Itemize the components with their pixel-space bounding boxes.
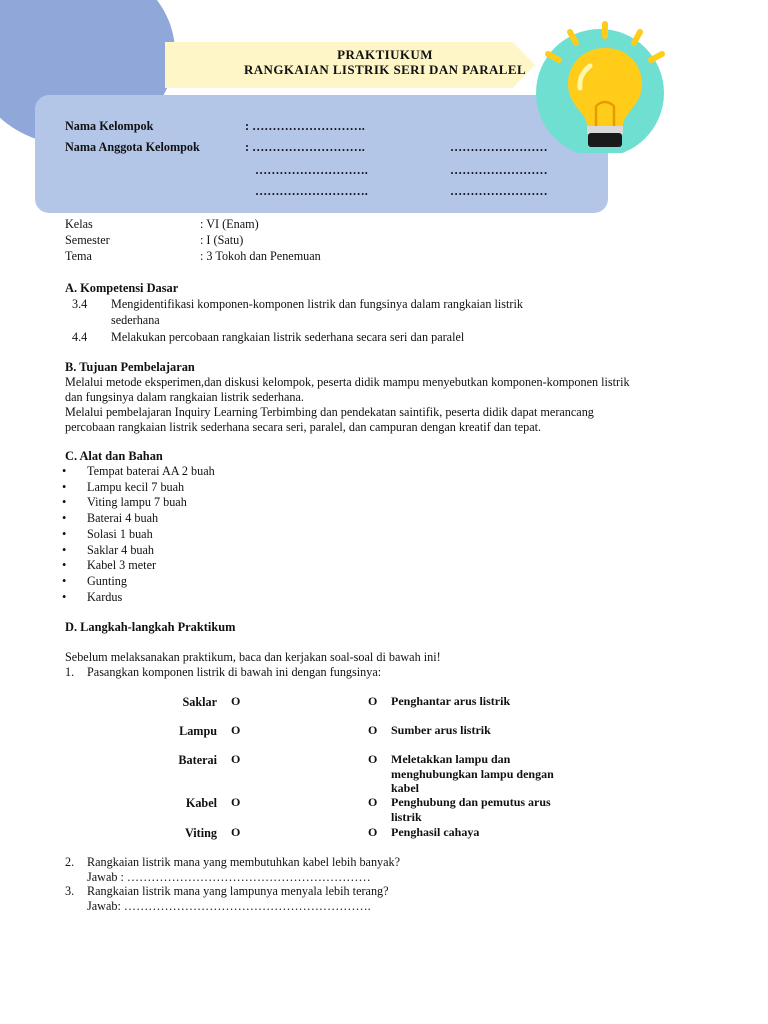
question-1-text: Pasangkan komponen listrik di bawah ini dengan fungsinya:: [87, 665, 382, 679]
definition-1: [391, 694, 591, 709]
info-semester-value: : I (Satu): [200, 233, 244, 247]
tujuan-line-3: Melalui pembelajaran Inquiry Learning Terbimbing dan pendekatan saintifik, peserta didik dapat merancang: [65, 405, 594, 419]
left-connector-3[interactable]: O: [231, 752, 241, 766]
nama-kelompok-label: Nama Kelompok: [65, 119, 154, 133]
section-d-title: D. Langkah-langkah Praktikum: [65, 620, 236, 634]
kd-text-2: Melakukan percobaan rangkaian listrik sederhana secara seri dan paralel: [111, 330, 465, 344]
question-3-text: Rangkaian listrik mana yang lampunya menyala lebih terang?: [87, 884, 389, 898]
anggota-field-5: ……………………….: [255, 184, 368, 198]
title-line-2: RANGKAIAN LISTRIK SERI DAN PARALEL: [243, 62, 527, 77]
page-title: [165, 47, 605, 77]
question-1-number: 1.: [65, 665, 75, 679]
kd-text-1a: Mengidentifikasi komponen-komponen listrik dan fungsinya dalam rangkaian listrik: [111, 297, 523, 311]
right-connector-3[interactable]: O: [368, 752, 378, 766]
left-connector-4[interactable]: O: [231, 795, 241, 809]
anggota-field-4: ……………………: [450, 163, 548, 177]
definition-4: [391, 795, 591, 824]
question-3-number: 3.: [65, 884, 75, 898]
list-item: • Saklar 4 buah: [62, 543, 215, 559]
list-item: • Baterai 4 buah: [62, 511, 215, 527]
list-item: • Kabel 3 meter: [62, 558, 215, 574]
list-item: • Lampu kecil 7 buah: [62, 480, 215, 496]
anggota-field-1: : ……………………….: [245, 140, 365, 154]
anggota-field-3: ……………………….: [255, 163, 368, 177]
right-connector-2[interactable]: O: [368, 723, 378, 737]
definition-line: kabel: [391, 781, 420, 795]
left-connector-1[interactable]: O: [231, 694, 241, 708]
right-connector-4[interactable]: O: [368, 795, 378, 809]
section-a-title: A. Kompetensi Dasar: [65, 281, 179, 295]
definition-line: Meletakkan lampu dan: [391, 752, 511, 766]
info-tema-label: Tema: [65, 249, 92, 263]
kd-number-2: 4.4: [72, 330, 88, 344]
definition-line: Penghasil cahaya: [391, 825, 480, 839]
tujuan-line-4: percobaan rangkaian listrik sederhana secara seri, paralel, dan campuran dengan kreatif dan tepat.: [65, 420, 542, 434]
answer-3-field[interactable]: Jawab: …………………………………………………….: [87, 899, 371, 913]
definition-line: Penghubung dan pemutus arus: [391, 795, 551, 809]
right-connector-1[interactable]: O: [368, 694, 378, 708]
list-item: • Tempat baterai AA 2 buah: [62, 464, 215, 480]
answer-2-field[interactable]: Jawab : ……………………………………………………: [87, 870, 371, 884]
list-item: • Gunting: [62, 574, 215, 590]
term-kabel: Kabel: [185, 796, 217, 810]
nama-anggota-label: Nama Anggota Kelompok: [65, 140, 200, 154]
definition-3: [391, 752, 591, 796]
kd-number-1: 3.4: [72, 297, 88, 311]
definition-line: Penghantar arus listrik: [391, 694, 511, 708]
anggota-field-2: ……………………: [450, 140, 548, 154]
left-connector-5[interactable]: O: [231, 825, 241, 839]
definition-5: [391, 825, 591, 840]
term-lampu: Lampu: [179, 724, 217, 738]
term-saklar: Saklar: [182, 695, 217, 709]
instruction-text: Sebelum melaksanakan praktikum, baca dan kerjakan soal-soal di bawah ini!: [65, 650, 441, 664]
list-item: • Viting lampu 7 buah: [62, 495, 215, 511]
anggota-field-6: ……………………: [450, 184, 548, 198]
list-item: • Kardus: [62, 590, 215, 606]
info-semester-label: Semester: [65, 233, 110, 247]
alat-bahan-list: [62, 464, 215, 605]
tujuan-line-2: dan fungsinya dalam rangkaian listrik sederhana.: [65, 390, 304, 404]
kd-text-1b: sederhana: [111, 313, 160, 327]
definition-line: menghubungkan lampu dengan: [391, 766, 554, 781]
right-connector-5[interactable]: O: [368, 825, 378, 839]
definition-2: [391, 723, 591, 738]
question-2-text: Rangkaian listrik mana yang membutuhkan kabel lebih banyak?: [87, 855, 401, 869]
info-kelas-value: : VI (Enam): [200, 217, 259, 231]
term-baterai: Baterai: [178, 753, 217, 767]
lightbulb-icon: [530, 18, 680, 153]
question-2-number: 2.: [65, 855, 75, 869]
section-b-title: B. Tujuan Pembelajaran: [65, 360, 195, 374]
definition-line: Sumber arus listrik: [391, 723, 491, 737]
list-item: • Solasi 1 buah: [62, 527, 215, 543]
title-line-1: PRAKTIUKUM: [337, 47, 433, 62]
info-kelas-label: Kelas: [65, 217, 93, 231]
info-tema-value: : 3 Tokoh dan Penemuan: [200, 249, 321, 263]
left-connector-2[interactable]: O: [231, 723, 241, 737]
tujuan-line-1: Melalui metode eksperimen,dan diskusi kelompok, peserta didik mampu menyebutkan komponen-komponen listrik: [65, 375, 630, 389]
section-c-title: C. Alat dan Bahan: [65, 449, 163, 463]
nama-kelompok-field: : ……………………….: [245, 119, 365, 133]
term-viting: Viting: [184, 826, 217, 840]
definition-line: listrik: [391, 809, 422, 824]
